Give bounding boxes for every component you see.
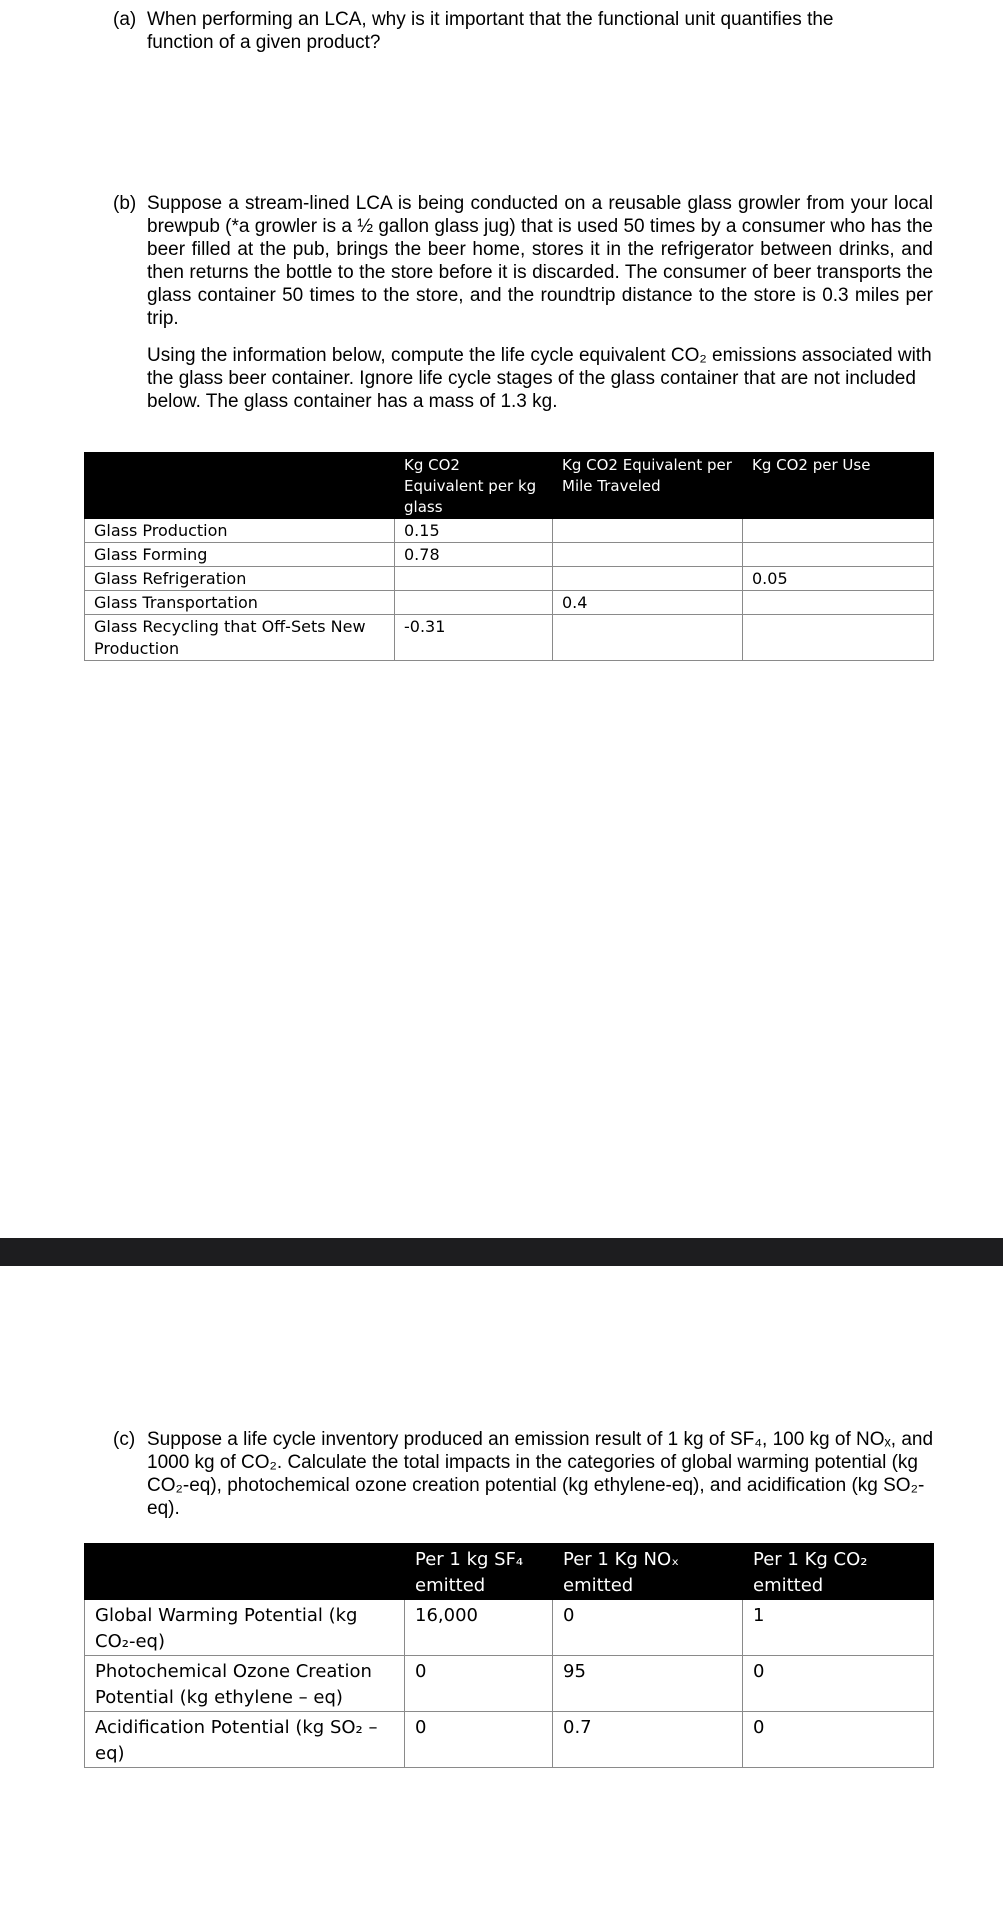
column-header: Kg CO2 Equivalent per Mile Traveled	[553, 453, 743, 519]
table-cell	[553, 615, 743, 661]
question-b-instruction: Using the information below, compute the life cycle equivalent CO₂ emissions associated with the glass beer container. Ignore life cycle stages of the glass container that are not included below. The glass container has a mass of 1.3 kg.	[147, 345, 932, 412]
row-label: Photochemical Ozone Creation Potential (kg ethylene – eq)	[85, 1656, 405, 1712]
table-cell: 0.78	[395, 543, 553, 567]
table-row	[85, 1712, 934, 1768]
row-label: Glass Forming	[85, 543, 395, 567]
table-cell: 0	[405, 1656, 553, 1712]
impact-factors-table	[84, 1543, 934, 1768]
row-label: Glass Transportation	[85, 591, 395, 615]
row-label: Glass Recycling that Off-Sets New Production	[85, 615, 395, 661]
table-cell	[395, 567, 553, 591]
table-cell: 0	[553, 1600, 743, 1656]
row-label: Glass Refrigeration	[85, 567, 395, 591]
row-label: Acidification Potential (kg SO₂ – eq)	[85, 1712, 405, 1768]
table-cell: 0.05	[743, 567, 934, 591]
table-cell: 0	[743, 1712, 934, 1768]
glass-emissions-table	[84, 452, 934, 661]
table-row	[85, 519, 934, 543]
table-cell: 0.4	[553, 591, 743, 615]
table-row	[85, 615, 934, 661]
column-header: Per 1 Kg NOₓ emitted	[553, 1544, 743, 1600]
question-b-label: (b)	[113, 193, 137, 214]
table-row	[85, 1600, 934, 1656]
dark-divider-band	[0, 1238, 1003, 1266]
table-header-row	[85, 453, 934, 519]
question-b-text: Suppose a stream-lined LCA is being conducted on a reusable glass growler from your local brewpub (*a growler is a ½ gallon glass jug) that is used 50 times by a consumer who has the beer filled at the pub, brings the beer home, stores it in the refrigerator between drinks, and then returns the bottle to the store before it is discarded. The consumer of beer transports the glass container 50 times to the store, and the roundtrip distance to the store is 0.3 miles per trip.	[147, 193, 933, 329]
column-header: Kg CO2 Equivalent per kg glass	[395, 453, 553, 519]
table-cell	[395, 591, 553, 615]
question-c-label: (c)	[113, 1429, 136, 1450]
question-a-text: When performing an LCA, why is it important that the functional unit quantifies the function of a given product?	[147, 9, 834, 53]
table-cell: 0.15	[395, 519, 553, 543]
question-b	[113, 192, 933, 330]
column-header: Per 1 Kg CO₂ emitted	[743, 1544, 934, 1600]
table-cell: 0.7	[553, 1712, 743, 1768]
row-label: Glass Production	[85, 519, 395, 543]
table-cell: -0.31	[395, 615, 553, 661]
table-cell: 1	[743, 1600, 934, 1656]
table-cell	[743, 519, 934, 543]
table-cell	[743, 615, 934, 661]
table-cell: 0	[743, 1656, 934, 1712]
question-a	[113, 8, 903, 54]
table-row	[85, 591, 934, 615]
table-cell: 0	[405, 1712, 553, 1768]
question-c	[113, 1428, 943, 1520]
table-cell	[553, 519, 743, 543]
question-a-label: (a)	[113, 9, 137, 30]
table-row	[85, 543, 934, 567]
table-cell	[743, 543, 934, 567]
table-header-row	[85, 1544, 934, 1600]
column-header: Per 1 kg SF₄ emitted	[405, 1544, 553, 1600]
table-cell	[743, 591, 934, 615]
question-c-text: Suppose a life cycle inventory produced an emission result of 1 kg of SF₄, 100 kg of NOₓ, and 1000 kg of CO₂. Calculate the total impacts in the categories of global warming potential (kg CO₂-eq), photochemical ozone creation potential (kg ethylene-eq), and acidification (kg SO₂-eq).	[147, 1429, 934, 1519]
column-header	[85, 453, 395, 519]
table-cell: 95	[553, 1656, 743, 1712]
column-header	[85, 1544, 405, 1600]
table-cell	[553, 543, 743, 567]
table-cell	[553, 567, 743, 591]
table-row	[85, 567, 934, 591]
column-header: Kg CO2 per Use	[743, 453, 934, 519]
table-row	[85, 1656, 934, 1712]
row-label: Global Warming Potential (kg CO₂-eq)	[85, 1600, 405, 1656]
table-cell: 16,000	[405, 1600, 553, 1656]
